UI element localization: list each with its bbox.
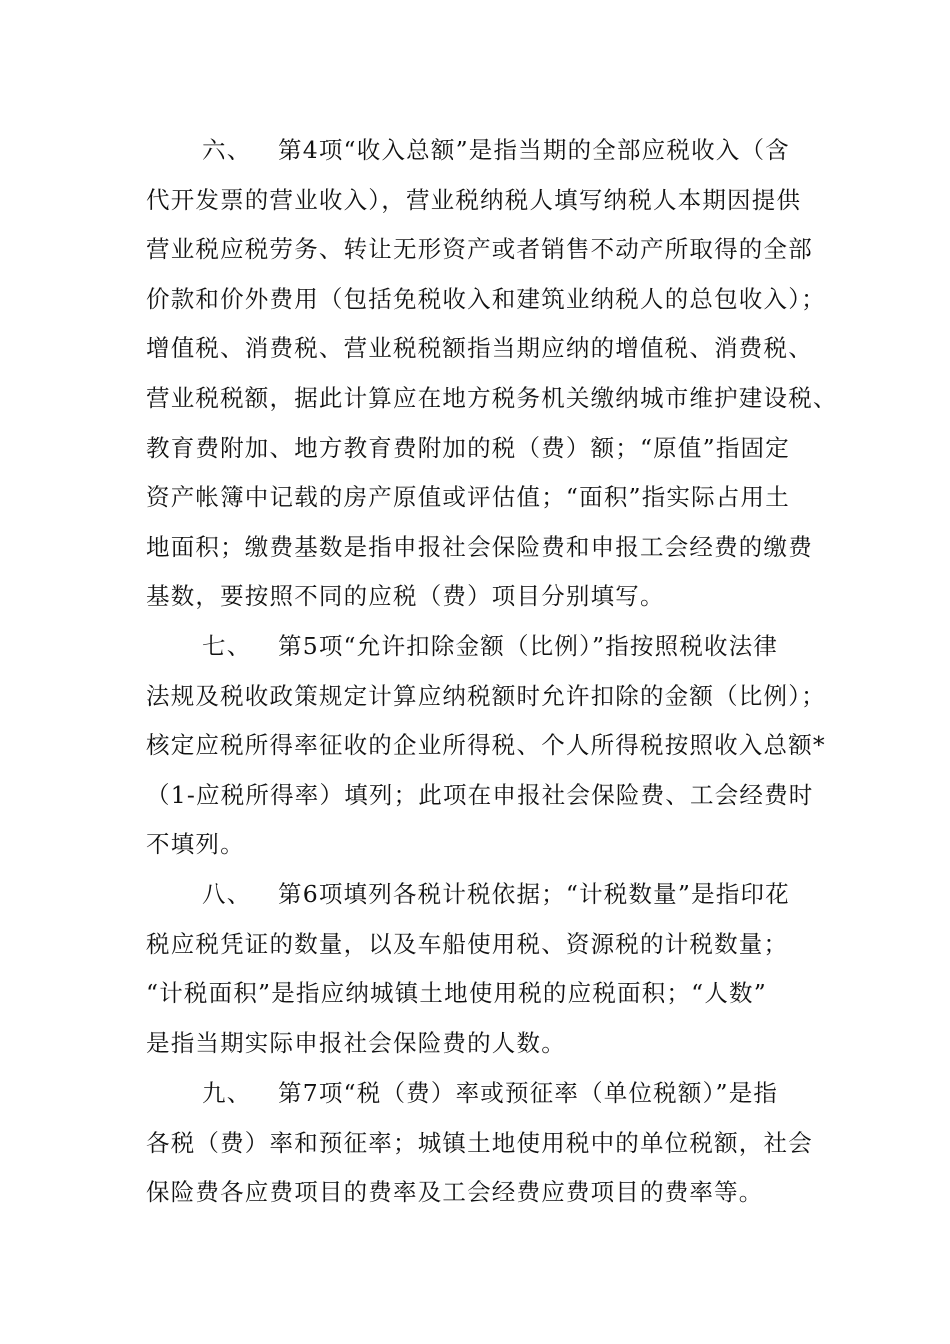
paragraph-text: 第6项填列各税计税依据；“计税数量”是指印花 [278,880,790,908]
paragraph-number: 六、 [202,136,252,164]
paragraph-text: 第5项“允许扣除金额（比例）”指按照税收法律 [278,632,779,660]
paragraph-line: 核定应税所得率征收的企业所得税、个人所得税按照收入总额* [146,731,826,760]
paragraph-line: “计税面积”是指应纳城镇土地使用税的应税面积；“人数” [146,979,767,1008]
paragraph-first-line [146,1069,826,1119]
paragraph-text: 第7项“税（费）率或预征率（单位税额）”是指 [278,1079,779,1107]
paragraph-number: 七、 [202,632,252,660]
paragraph-line: 法规及税收政策规定计算应纳税额时允许扣除的金额（比例）； [146,681,826,710]
paragraph-line: （1-应税所得率）填列；此项在申报社会保险费、工会经费时 [146,780,814,809]
paragraph-line: 增值税、消费税、营业税税额指当期应纳的增值税、消费税、 [146,334,813,363]
paragraph-line: 资产帐簿中记载的房产原值或评估值；“面积”指实际占用土 [146,483,790,512]
paragraph-text: 第4项“收入总额”是指当期的全部应税收入（含 [278,136,790,164]
paragraph-line: 是指当期实际申报社会保险费的人数。 [146,1028,566,1057]
paragraph-number: 八、 [202,880,252,908]
paragraph-line: 营业税应税劳务、转让无形资产或者销售不动产所取得的全部 [146,235,813,264]
paragraph-7 [146,622,826,870]
paragraph-9 [146,1069,826,1218]
paragraph-line: 税应税凭证的数量，以及车船使用税、资源税的计税数量； [146,929,789,958]
paragraph-line: 各税（费）率和预征率；城镇土地使用税中的单位税额，社会 [146,1128,813,1157]
paragraph-6 [146,126,838,622]
paragraph-first-line [146,870,826,920]
paragraph-line: 代开发票的营业收入），营业税纳税人填写纳税人本期因提供 [146,185,802,214]
paragraph-line: 地面积；缴费基数是指申报社会保险费和申报工会经费的缴费 [146,532,813,561]
paragraph-line: 不填列。 [146,830,245,859]
paragraph-line: 价款和价外费用（包括免税收入和建筑业纳税人的总包收入）； [146,284,826,313]
paragraph-8 [146,870,826,1068]
paragraph-line: 保险费各应费项目的费率及工会经费应费项目的费率等。 [146,1178,764,1207]
paragraph-number: 九、 [202,1079,252,1107]
paragraph-line: 教育费附加、地方教育费附加的税（费）额；“原值”指固定 [146,433,790,462]
paragraph-first-line [146,622,826,672]
paragraph-line: 基数，要按照不同的应税（费）项目分别填写。 [146,582,665,611]
paragraph-line: 营业税税额，据此计算应在地方税务机关缴纳城市维护建设税、 [146,383,838,412]
paragraph-first-line [146,126,826,176]
